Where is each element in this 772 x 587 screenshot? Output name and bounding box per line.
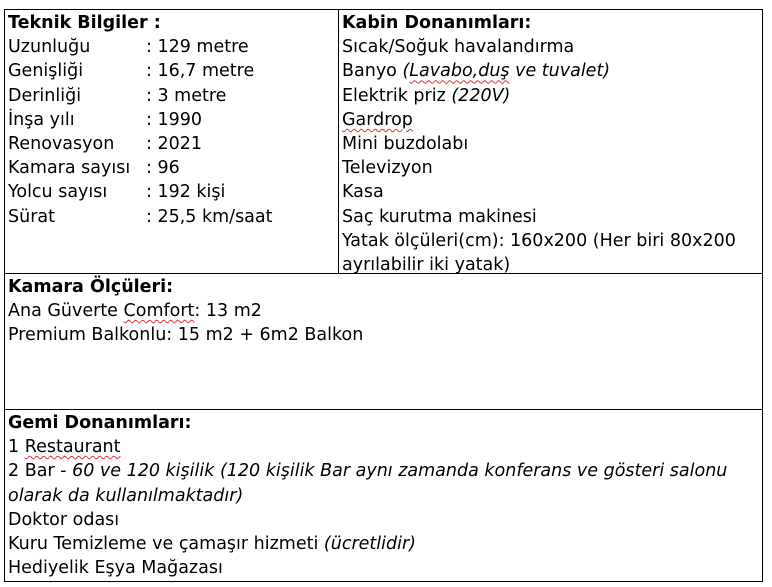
- cabin-size-text: : 13 m2: [194, 301, 262, 322]
- note-part: (: [402, 61, 410, 82]
- technical-info-value: : 16,7 metre: [146, 61, 255, 82]
- technical-info-row: [8, 132, 338, 156]
- cabin-item-note: (220V): [451, 85, 511, 106]
- cabin-item: [342, 108, 762, 132]
- cabin-item: Yatak ölçüleri(cm): 160x200 (Her biri 80x200: [342, 230, 736, 251]
- cabin-size-text-misspelled: Comfort: [123, 301, 195, 322]
- ship-item: Doktor odası: [8, 509, 120, 530]
- cabin-item: Saç kurutma makinesi: [342, 206, 537, 227]
- cabin-item-note: [402, 61, 610, 81]
- technical-info-key: Uzunluğu: [8, 37, 91, 58]
- technical-info-value: : 192 kişi: [146, 182, 226, 203]
- ship-item-note-continued: olarak da kullanılmaktadır): [8, 485, 244, 506]
- info-table: [4, 9, 763, 582]
- cabin-item-text: Elektrik priz: [342, 85, 452, 106]
- cabin-item: Kasa: [342, 182, 384, 203]
- technical-info-row: [8, 108, 338, 132]
- cabin-item: [342, 84, 762, 108]
- technical-info-key: Yolcu sayısı: [8, 182, 108, 203]
- technical-info-row: [8, 156, 338, 180]
- technical-info-row: [8, 205, 338, 229]
- ship-item-text: Kuru Temizleme ve çamaşır hizmeti: [8, 534, 324, 555]
- note-part: ve tuvalet): [509, 61, 611, 82]
- technical-info-cell: [5, 10, 339, 274]
- cabin-size-line: Premium Balkonlu: 15 m2 + 6m2 Balkon: [8, 325, 364, 346]
- technical-info-heading: Teknik Bilgiler :: [8, 13, 161, 33]
- ship-item-text: 1: [8, 437, 25, 458]
- ship-item-note: (ücretlidir): [323, 534, 416, 555]
- technical-info-key: Derinliği: [8, 85, 82, 106]
- technical-info-row: [8, 84, 338, 108]
- technical-info-value: : 1990: [146, 109, 202, 130]
- cabin-item-text-misspelled: Gardrop: [342, 109, 413, 130]
- cabin-item: Televizyon: [342, 158, 433, 179]
- technical-info-key: Kamara sayısı: [8, 158, 131, 179]
- ship-item: Hediyelik Eşya Mağazası: [8, 558, 223, 579]
- technical-info-key: Genişliği: [8, 61, 84, 82]
- cabin-equipment-cell: [339, 10, 762, 274]
- ship-item: [8, 435, 762, 459]
- cabin-item-continued: ayrılabilir iki yatak): [342, 255, 511, 276]
- technical-info-list: [8, 35, 338, 229]
- ship-item: [8, 459, 762, 483]
- ship-equipment-heading: Gemi Donanımları:: [8, 413, 192, 433]
- cabin-equipment-heading: Kabin Donanımları:: [342, 13, 532, 33]
- cabin-item: [342, 59, 762, 83]
- technical-info-key: Sürat: [8, 206, 55, 227]
- note-part-misspelled: Lavabo,duş: [409, 61, 510, 82]
- technical-info-row: [8, 35, 338, 59]
- ship-item-text-misspelled: Restaurant: [24, 437, 121, 458]
- technical-info-value: : 3 metre: [146, 85, 227, 106]
- cabin-item: Sıcak/Soğuk havalandırma: [342, 37, 575, 58]
- ship-item: [8, 532, 762, 556]
- technical-info-value: : 2021: [146, 134, 202, 155]
- ship-item-note: 60 ve 120 kişilik (120 kişilik Bar aynı zamanda konferans ve gösteri salonu: [72, 461, 728, 482]
- cabin-sizes-cell: [5, 274, 762, 410]
- cabin-size-line: [8, 299, 762, 323]
- cabin-size-text: Ana Güverte: [8, 301, 124, 322]
- technical-info-key: İnşa yılı: [8, 109, 75, 130]
- technical-info-key: Renovasyon: [8, 134, 115, 155]
- technical-info-value: : 25,5 km/saat: [146, 206, 273, 227]
- cabin-item: Mini buzdolabı: [342, 134, 469, 155]
- ship-equipment-cell: [5, 410, 762, 581]
- cabin-item-text: Banyo: [342, 61, 403, 82]
- ship-item-text: 2 Bar -: [8, 461, 73, 482]
- technical-info-row: [8, 59, 338, 83]
- cabin-sizes-heading: Kamara Ölçüleri:: [8, 277, 174, 297]
- technical-info-row: [8, 180, 338, 204]
- technical-info-value: : 129 metre: [146, 37, 249, 58]
- technical-info-value: : 96: [146, 158, 180, 179]
